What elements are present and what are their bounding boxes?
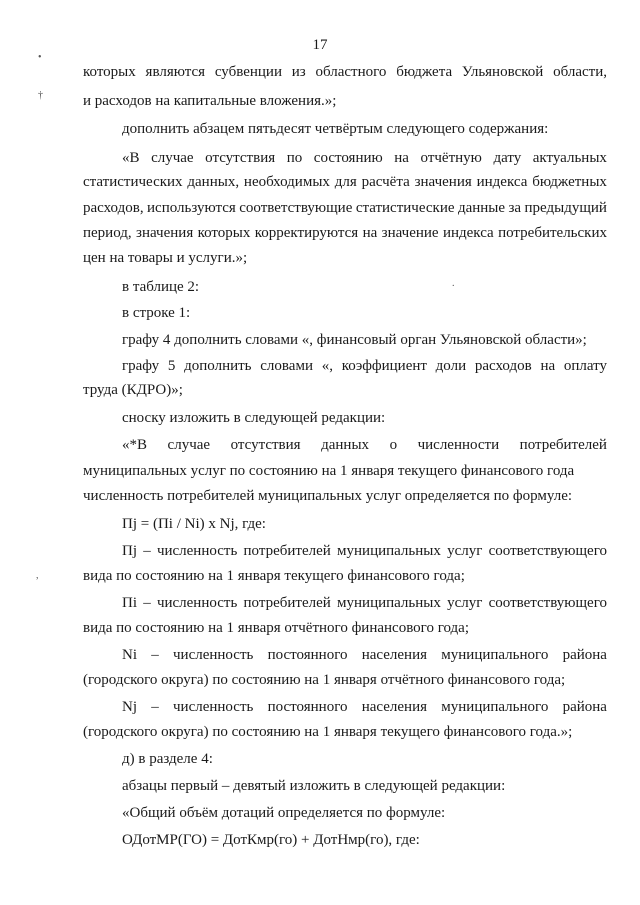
word: Пj: [122, 543, 137, 559]
word: на: [394, 150, 409, 166]
word: «*В: [122, 437, 148, 453]
text-line: и расходов на капитальные вложения.»;: [83, 93, 337, 109]
word: области,: [553, 64, 607, 80]
text-line: [122, 541, 607, 561]
word: 5: [167, 358, 176, 374]
word: населения: [361, 647, 428, 663]
word: муниципальных: [337, 595, 441, 611]
word: населения: [361, 699, 428, 715]
text-line: [122, 356, 607, 376]
word: оплату: [563, 358, 607, 374]
word: постоянного: [267, 699, 348, 715]
text-line: [83, 62, 607, 82]
word: района: [562, 699, 607, 715]
text-line: [122, 645, 607, 665]
word: по: [286, 150, 303, 166]
text-line: в строке 1:: [122, 305, 191, 321]
text-line: вида по состоянию на 1 января текущего финансового года;: [83, 568, 465, 584]
text-line: численность потребителей муниципальных услуг определяется по формуле:: [83, 488, 573, 504]
word: состоянию: [313, 150, 383, 166]
word: соответствующего: [488, 543, 607, 559]
text-line: вида по состоянию на 1 января отчётного финансового года;: [83, 620, 470, 636]
word: дату: [493, 150, 522, 166]
word: –: [151, 647, 159, 663]
word: расходов: [474, 358, 532, 374]
text-line: в таблице 2:: [122, 279, 200, 295]
word: дополнить: [184, 358, 252, 374]
word: численность: [173, 699, 254, 715]
word: графу: [122, 358, 160, 374]
word: используются: [147, 200, 236, 216]
word: Ульяновской: [461, 64, 544, 80]
word: постоянного: [267, 647, 348, 663]
scan-speck: ,: [36, 570, 39, 581]
word: муниципального: [441, 699, 549, 715]
scan-speck: †: [38, 90, 43, 101]
text-line: [122, 435, 607, 455]
word: актуальных: [532, 150, 607, 166]
word: услуг: [447, 595, 483, 611]
text-line: (городского округа) по состоянию на 1 января текущего финансового года.»;: [83, 724, 573, 740]
text-line: Пj = (Пi / Ni) x Nj, где:: [122, 516, 266, 532]
word: муниципального: [441, 647, 549, 663]
word: района: [562, 647, 607, 663]
word: потребителей: [243, 595, 331, 611]
scan-speck: .: [452, 278, 455, 289]
word: коэффициент: [341, 358, 427, 374]
word: численность: [173, 647, 254, 663]
word: корректируются: [254, 225, 359, 241]
word: из: [291, 64, 306, 80]
word: потребителей: [519, 437, 607, 453]
word: –: [143, 595, 151, 611]
word: доли: [435, 358, 467, 374]
word: значение: [381, 225, 439, 241]
word: статистических: [83, 174, 183, 190]
word: индекса: [476, 174, 528, 190]
word: словами: [260, 358, 313, 374]
word: являются: [145, 64, 206, 80]
word: численность: [156, 595, 238, 611]
text-line: [83, 172, 607, 192]
word: случае: [167, 437, 211, 453]
word: «В: [122, 150, 140, 166]
text-line: графу 4 дополнить словами «, финансовый орган Ульяновской области»;: [122, 332, 587, 348]
word: услуг: [447, 543, 483, 559]
word: значения: [414, 174, 472, 190]
word: данных: [321, 437, 370, 453]
word: бюджетных: [532, 174, 607, 190]
text-line: [83, 223, 607, 243]
text-line: труда (КДРО)»;: [83, 382, 183, 398]
text-line: дополнить абзацем пятьдесят четвёртым следующего содержания:: [122, 121, 549, 137]
scan-speck: •: [38, 52, 42, 63]
text-line: [122, 148, 607, 168]
word: субвенции: [214, 64, 282, 80]
text-line: [122, 593, 607, 613]
word: численность: [156, 543, 238, 559]
word: численности: [417, 437, 500, 453]
text-line: «Общий объём дотаций определяется по формуле:: [122, 805, 446, 821]
word: о: [389, 437, 398, 453]
word: предыдущий: [524, 200, 607, 216]
word: Nj: [122, 699, 137, 715]
word: потребительских: [498, 225, 607, 241]
text-line: абзацы первый – девятый изложить в следующей редакции:: [122, 778, 506, 794]
word: данные: [457, 200, 506, 216]
text-line: цен на товары и услуги.»;: [83, 250, 248, 266]
word: расчёта: [361, 174, 410, 190]
word: на: [540, 358, 556, 374]
page-number: 17: [312, 37, 328, 53]
word: соответствующие: [239, 200, 353, 216]
text-line: [122, 697, 607, 717]
word: –: [151, 699, 159, 715]
word: отсутствия: [205, 150, 276, 166]
word: бюджета: [396, 64, 453, 80]
word: потребителей: [243, 543, 331, 559]
word: случае: [151, 150, 194, 166]
word: значения: [136, 225, 194, 241]
word: Пi: [122, 595, 137, 611]
text-line: сноску изложить в следующей редакции:: [122, 410, 386, 426]
word: которых: [197, 225, 251, 241]
word: отсутствия: [230, 437, 301, 453]
word: индекса: [442, 225, 494, 241]
word: статистические: [355, 200, 455, 216]
word: «,: [321, 358, 333, 374]
word: соответствующего: [488, 595, 607, 611]
text-line: (городского округа) по состоянию на 1 января отчётного финансового года;: [83, 672, 566, 688]
word: отчётную: [420, 150, 482, 166]
word: на: [362, 225, 378, 241]
text-line: муниципальных услуг по состоянию на 1 января текущего финансового года: [83, 463, 575, 479]
text-line: ОДотМР(ГО) = ДотКмр(го) + ДотНмр(го), где:: [122, 832, 420, 848]
text-line: д) в разделе 4:: [122, 751, 213, 767]
word: необходимых: [243, 174, 330, 190]
word: за: [508, 200, 522, 216]
word: данных,: [187, 174, 240, 190]
word: Ni: [122, 647, 137, 663]
word: расходов,: [83, 200, 144, 216]
word: для: [334, 174, 357, 190]
text-line: [83, 198, 607, 218]
word: период,: [83, 225, 132, 241]
word: областного: [315, 64, 387, 80]
word: –: [143, 543, 151, 559]
word: муниципальных: [337, 543, 441, 559]
word: которых: [83, 64, 136, 80]
